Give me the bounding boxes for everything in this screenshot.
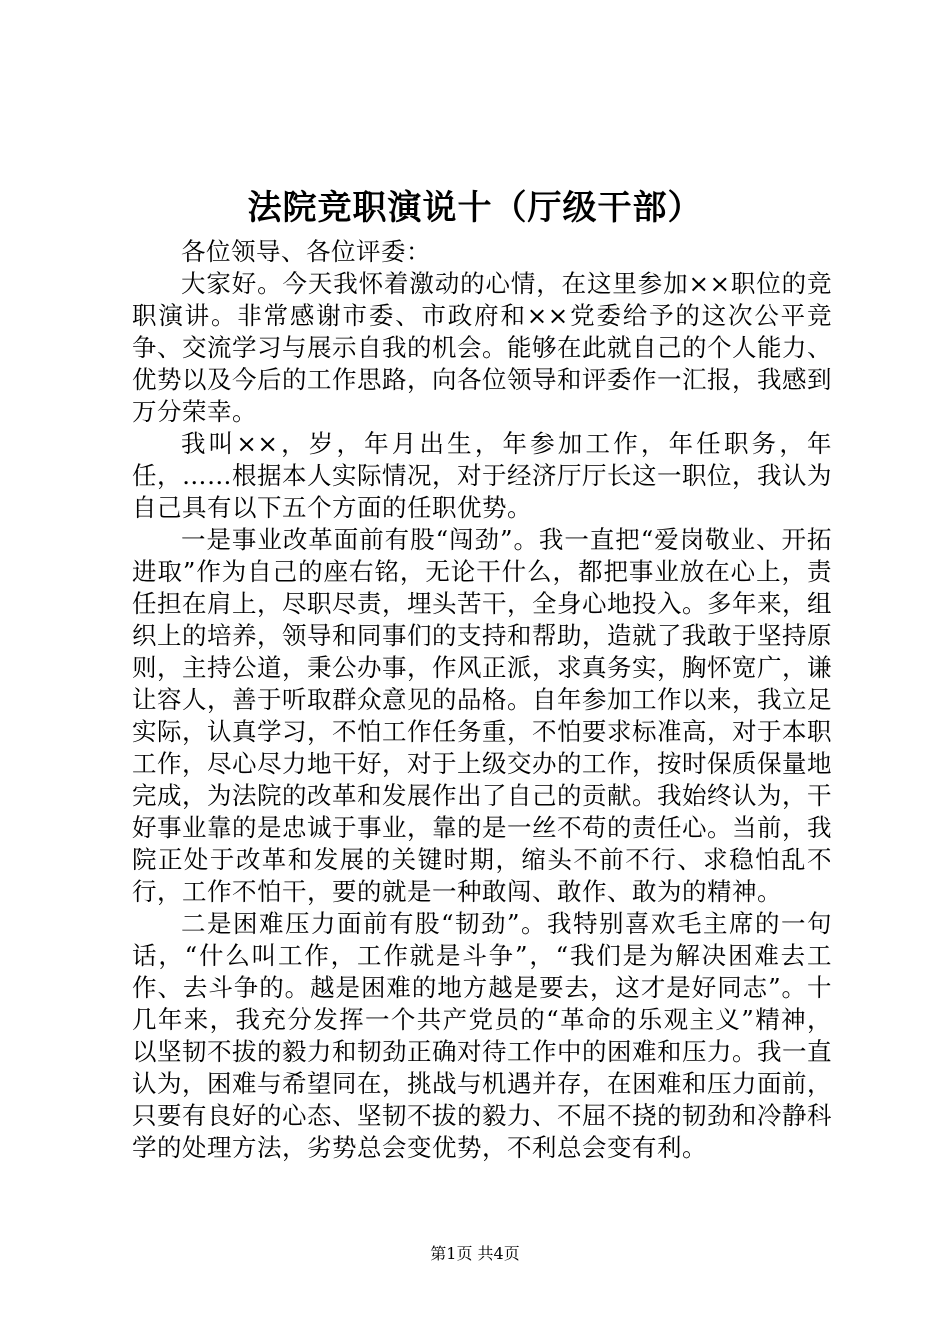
advantage-one-paragraph: 一是事业改革面前有股“闯劲”。我一直把“爱岗敬业、开拓进取”作为自己的座右铭，无论干什么，都把事业放在心上，责任担在肩上，尽职尽责，埋头苦干，全身心地投入。多年来，组织上的培养，领导和同事们的支持和帮助，造就了我敢于坚持原则，主持公道，秉公办事，作风正派，求真务实，胸怀宽广，谦让容人，善于听取群众意见的品格。自年参加工作以来，我立足实际，认真学习，不怕工作任务重，不怕要求标准高，对于本职工作，尽心尽力地干好，对于上级交办的工作，按时保质保量地完成，为法院的改革和发展作出了自己的贡献。我始终认为，干好事业靠的是忠诚于事业，靠的是一丝不苟的责任心。当前，我院正处于改革和发展的关键时期，缩头不前不行、求稳怕乱不行，工作不怕干，要的就是一种敢闯、敢作、敢为的精神。 (132, 525, 832, 906)
page-number-footer: 第1页 共4页 (430, 1244, 520, 1263)
document-title: 法院竞职演说十（厅级干部） (247, 188, 703, 228)
document-body (132, 236, 832, 1164)
salutation-paragraph: 各位领导、各位评委： (181, 237, 431, 266)
self-introduction-paragraph: 我叫××，岁，年月出生，年参加工作，年任职务，年任，……根据本人实际情况，对于经济厅厅长这一职位，我认为自己具有以下五个方面的任职优势。 (132, 429, 832, 522)
advantage-two-paragraph: 二是困难压力面前有股“韧劲”。我特别喜欢毛主席的一句话，“什么叫工作，工作就是斗争”，“我们是为解决困难去工作、去斗争的。越是困难的地方越是要去，这才是好同志”。十几年来，我充分发挥一个共产党员的“革命的乐观主义”精神，以坚韧不拔的毅力和韧劲正确对待工作中的困难和压力。我一直认为，困难与希望同在，挑战与机遇并存，在困难和压力面前，只要有良好的心态、坚韧不拔的毅力、不屈不挠的韧劲和冷静科学的处理方法，劣势总会变优势，不利总会变有利。 (132, 909, 832, 1162)
greeting-paragraph: 大家好。今天我怀着激动的心情，在这里参加××职位的竞职演讲。非常感谢市委、市政府和××党委给予的这次公平竞争、交流学习与展示自我的机会。能够在此就自己的个人能力、优势以及今后的工作思路，向各位领导和评委作一汇报，我感到万分荣幸。 (132, 269, 832, 426)
